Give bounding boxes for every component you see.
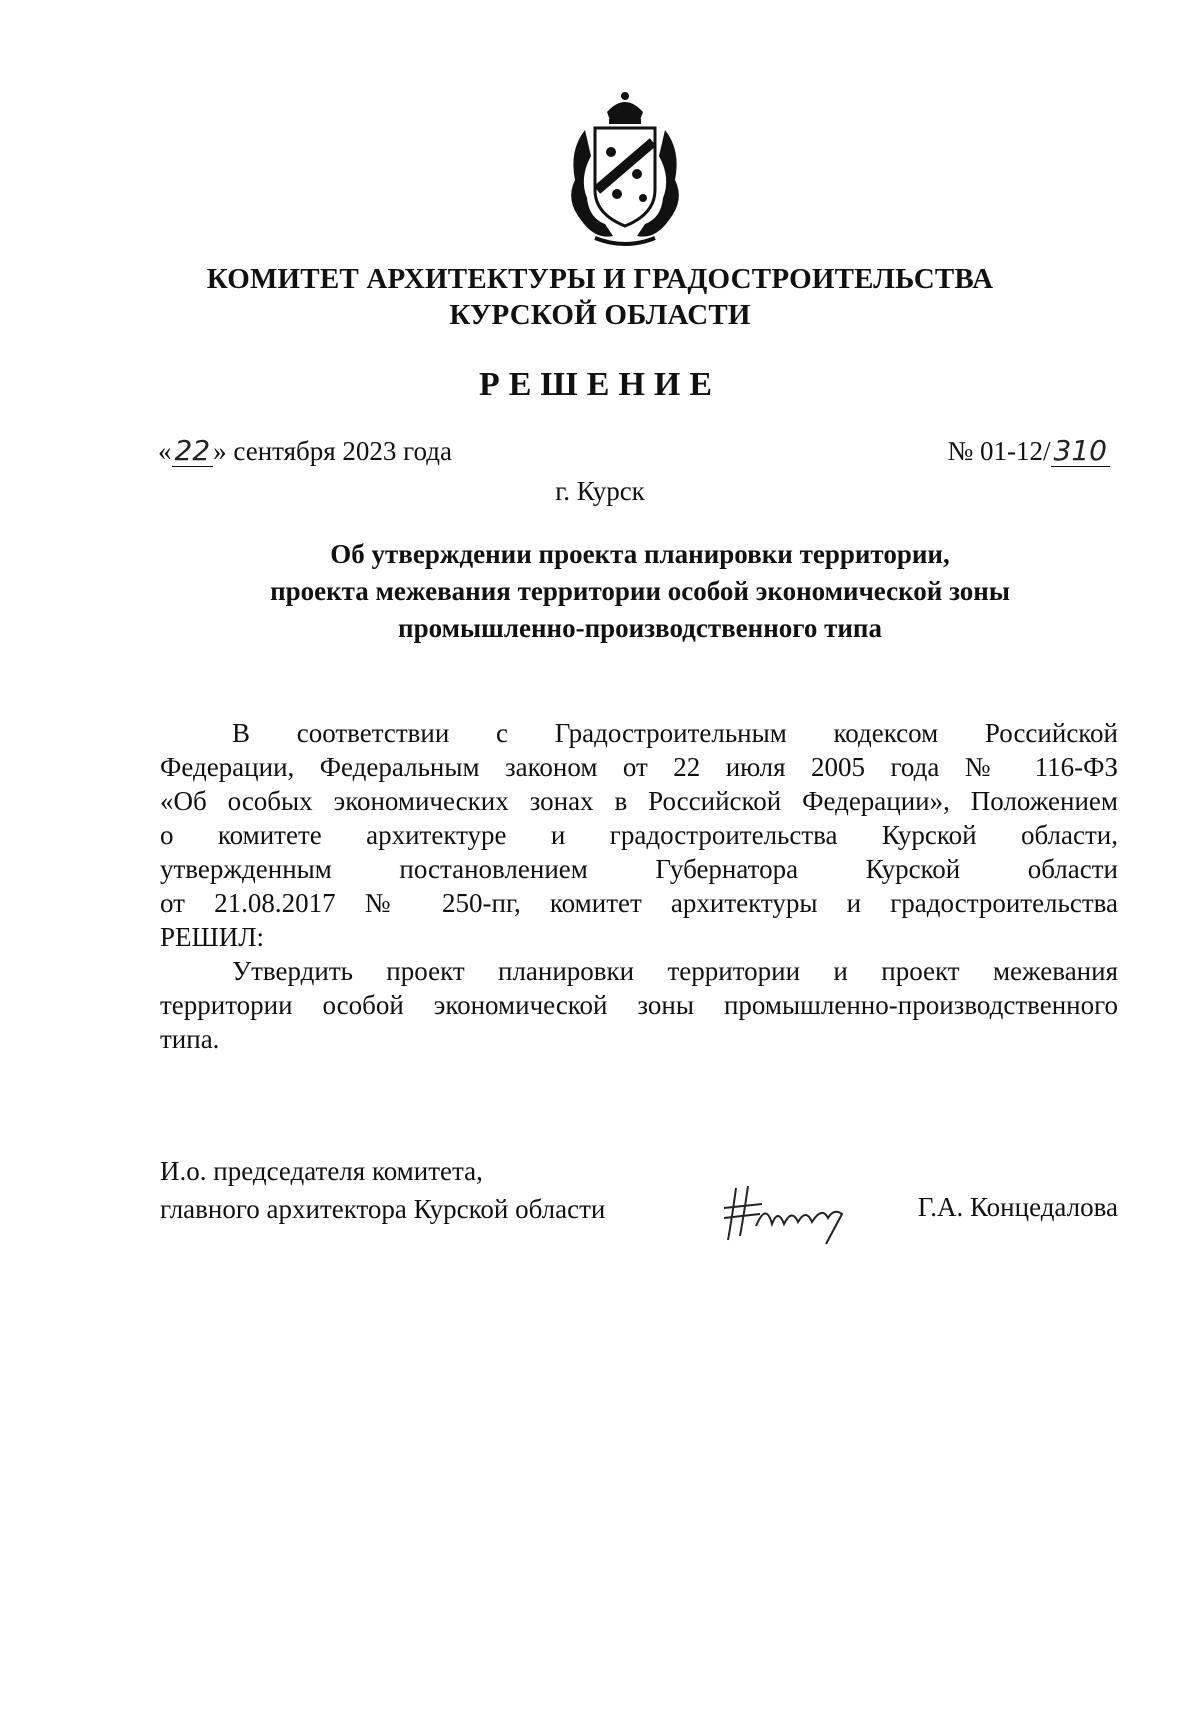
subject-line: Об утверждении проекта планировки территории, [330,539,950,569]
coat-of-arms-icon [555,90,695,250]
position-line-2: главного архитектора Курской области [160,1194,606,1224]
subject-line: промышленно-производственного типа [398,613,882,643]
document-number [948,436,1110,467]
signatory-name: Г.А. Концедалова [917,1192,1118,1222]
body-line: утвержденным постановлением Губернатора Курской области [160,854,1118,884]
body-line: типа. [160,1024,220,1054]
document-city: г. Курск [555,476,645,506]
signatory-position [160,1152,605,1228]
document-body [160,716,1118,1056]
body-line: Федерации, Федеральным законом от 22 июля 2005 года № 116-ФЗ [160,752,1118,782]
body-line: «Об особых экономических зонах в Российской Федерации», Положением [160,786,1118,816]
body-line: Утвердить проект планировки территории и проект межевания [232,956,1118,986]
body-line: от 21.08.2017 № 250-пг, комитет архитектуры и градостроительства [160,888,1118,918]
body-line: о комитете архитектуре и градостроительства Курской области, [160,820,1118,850]
subject-line: проекта межевания территории особой экономической зоны [270,576,1010,606]
date-day-handwritten: 22 [172,436,214,467]
handwritten-signature-icon [722,1178,862,1248]
position-line-1: И.о. председателя комитета, [160,1156,483,1186]
date-open-quote: « [158,436,172,466]
number-handwritten: 310 [1051,436,1110,467]
organization-name-line-1: КОМИТЕТ АРХИТЕКТУРЫ И ГРАДОСТРОИТЕЛЬСТВА [206,263,994,295]
body-line: территории особой экономической зоны промышленно-производственного [160,990,1118,1020]
document-subject [160,536,1120,647]
organization-name-line-2: КУРСКОЙ ОБЛАСТИ [449,299,751,331]
document-date [158,436,452,467]
body-line: РЕШИЛ: [160,922,265,952]
number-prefix: № 01-12/ [947,436,1051,466]
body-line: В соответствии с Градостроительным кодексом Российской [232,718,1118,748]
date-rest: » сентября 2023 года [213,436,453,466]
document-type-title: РЕШЕНИЕ [478,366,722,403]
